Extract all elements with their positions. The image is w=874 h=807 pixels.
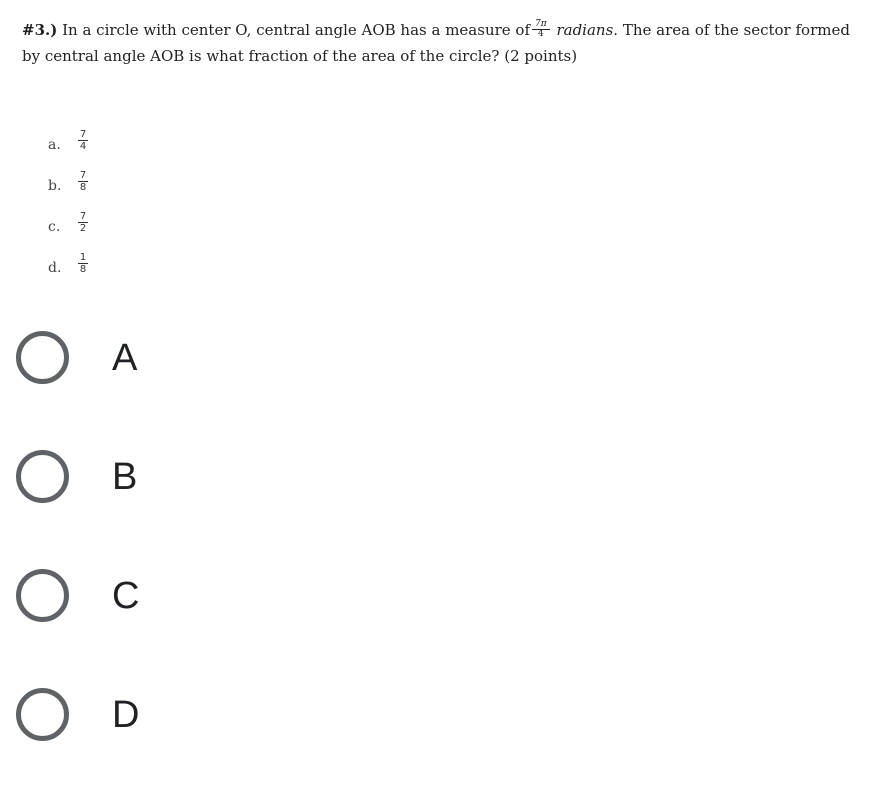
question-text-before: In a circle with center O, central angle AOB has a measure of <box>62 21 531 39</box>
radio-option-b[interactable] <box>16 450 316 569</box>
radio-option-label[interactable]: B <box>112 456 138 498</box>
choice-fraction <box>78 129 88 152</box>
angle-measure-fraction <box>532 20 550 39</box>
angle-measure-numerator: 7π <box>532 20 550 30</box>
choice-fraction <box>78 170 88 193</box>
radio-option-label[interactable]: C <box>112 575 140 617</box>
choice-denominator: 2 <box>79 223 87 234</box>
choice-numerator: 1 <box>79 252 87 263</box>
question-text <box>22 17 872 69</box>
radio-button-icon[interactable] <box>16 569 69 622</box>
question-number: #3.) <box>22 21 58 39</box>
choice-denominator: 8 <box>79 182 87 193</box>
choice-letter: d. <box>48 260 62 276</box>
radio-option-d[interactable] <box>16 688 316 807</box>
choice-fraction <box>78 252 88 275</box>
choice-letter: a. <box>48 137 61 153</box>
choice-numerator: 7 <box>79 211 87 222</box>
choice-denominator: 8 <box>79 264 87 275</box>
radio-button-icon[interactable] <box>16 331 69 384</box>
radio-button-icon[interactable] <box>16 688 69 741</box>
radio-option-label[interactable]: A <box>112 337 138 379</box>
question-text-after: . The area of the sector formed by central angle AOB is what fraction of the area of the circle? (2 points) <box>22 21 850 65</box>
choice-numerator: 7 <box>79 170 87 181</box>
choice-fraction <box>78 211 88 234</box>
angle-measure-unit: radians <box>556 21 614 39</box>
choice-denominator: 4 <box>79 141 87 152</box>
radio-button-icon[interactable] <box>16 450 69 503</box>
choice-letter: b. <box>48 178 62 194</box>
radio-option-label[interactable]: D <box>112 694 140 736</box>
radio-option-a[interactable] <box>16 331 316 450</box>
radio-option-group <box>16 331 316 807</box>
choice-letter: c. <box>48 219 61 235</box>
choice-numerator: 7 <box>79 129 87 140</box>
angle-measure-denominator: 4 <box>537 28 544 39</box>
radio-option-c[interactable] <box>16 569 316 688</box>
